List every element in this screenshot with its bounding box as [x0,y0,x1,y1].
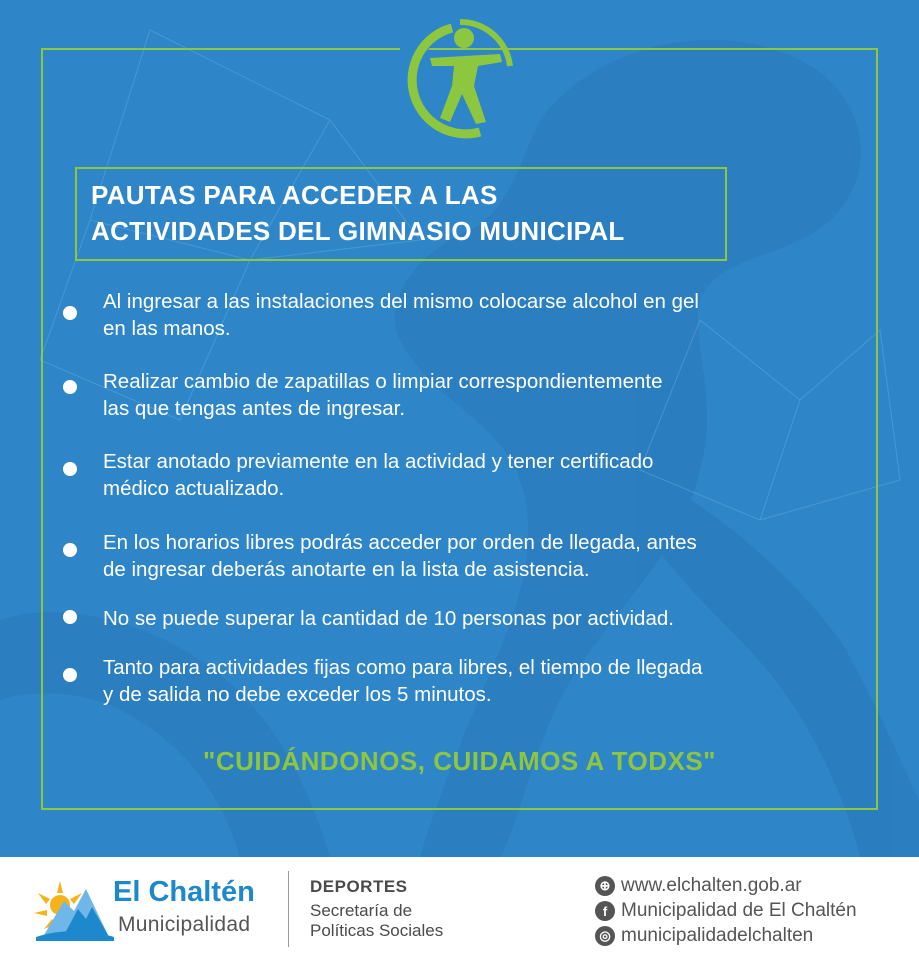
facebook-link[interactable]: Municipalidad de El Chaltén [621,900,857,921]
green-figure-logo-icon [400,14,520,140]
page-title-line-1: PAUTAS PARA ACCEDER A LAS [91,180,498,210]
website-contact[interactable] [595,874,802,898]
brand-subtitle: Municipalidad [118,913,251,936]
website-link[interactable]: www.elchalten.gob.ar [621,875,802,896]
list-item-line: las que tengas antes de ingresar. [103,397,406,420]
list-item [60,529,880,583]
instagram-contact[interactable] [595,924,813,948]
page-title-line-2: ACTIVIDADES DEL GIMNASIO MUNICIPAL [91,216,625,246]
list-item-line: Realizar cambio de zapatillas o limpiar correspondientemente [103,370,663,393]
list-item-line: En los horarios libres podrás acceder por orden de llegada, antes [103,531,697,554]
title-box [75,167,727,261]
department-title: DEPORTES [310,877,408,896]
secretariat-line-1: Secretaría de [310,901,413,920]
list-item-line: y de salida no debe exceder los 5 minutos. [103,683,492,706]
bullet-dot-icon [63,462,77,476]
facebook-contact[interactable] [595,899,857,923]
slogan: "CUIDÁNDONOS, CUIDAMOS A TODXS" [203,746,716,776]
instagram-icon: ◎ [595,926,615,946]
list-item-line: Estar anotado previamente en la actividad y tener certificado [103,450,654,473]
bullet-dot-icon [63,543,77,557]
list-item [60,654,880,708]
globe-icon: ⊕ [595,876,615,896]
list-item-line: Al ingresar a las instalaciones del mismo colocarse alcohol en gel [103,290,699,313]
bullet-dot-icon [63,610,77,624]
bullet-dot-icon [63,380,77,394]
bullet-dot-icon [63,668,77,682]
brand-name: El Chaltén [113,876,255,908]
list-item [60,288,880,342]
list-item-line: de ingresar deberás anotarte en la lista de asistencia. [103,558,590,581]
list-item [60,605,880,632]
bullet-dot-icon [63,306,77,320]
secretariat-line-2: Políticas Sociales [310,921,444,940]
list-item [60,448,880,502]
list-item-line: No se puede superar la cantidad de 10 personas por actividad. [103,607,674,630]
facebook-icon: f [595,901,615,921]
instagram-link[interactable]: municipalidadelchalten [621,925,814,946]
list-item [60,368,880,422]
footer [0,857,919,960]
list-item-line: médico actualizado. [103,477,285,500]
list-item-line: Tanto para actividades fijas como para libres, el tiempo de llegada [103,656,703,679]
list-item-line: en las manos. [103,317,231,340]
guideline-list [60,288,880,708]
el-chalten-mountain-logo-icon [30,879,116,943]
footer-divider [288,871,289,947]
